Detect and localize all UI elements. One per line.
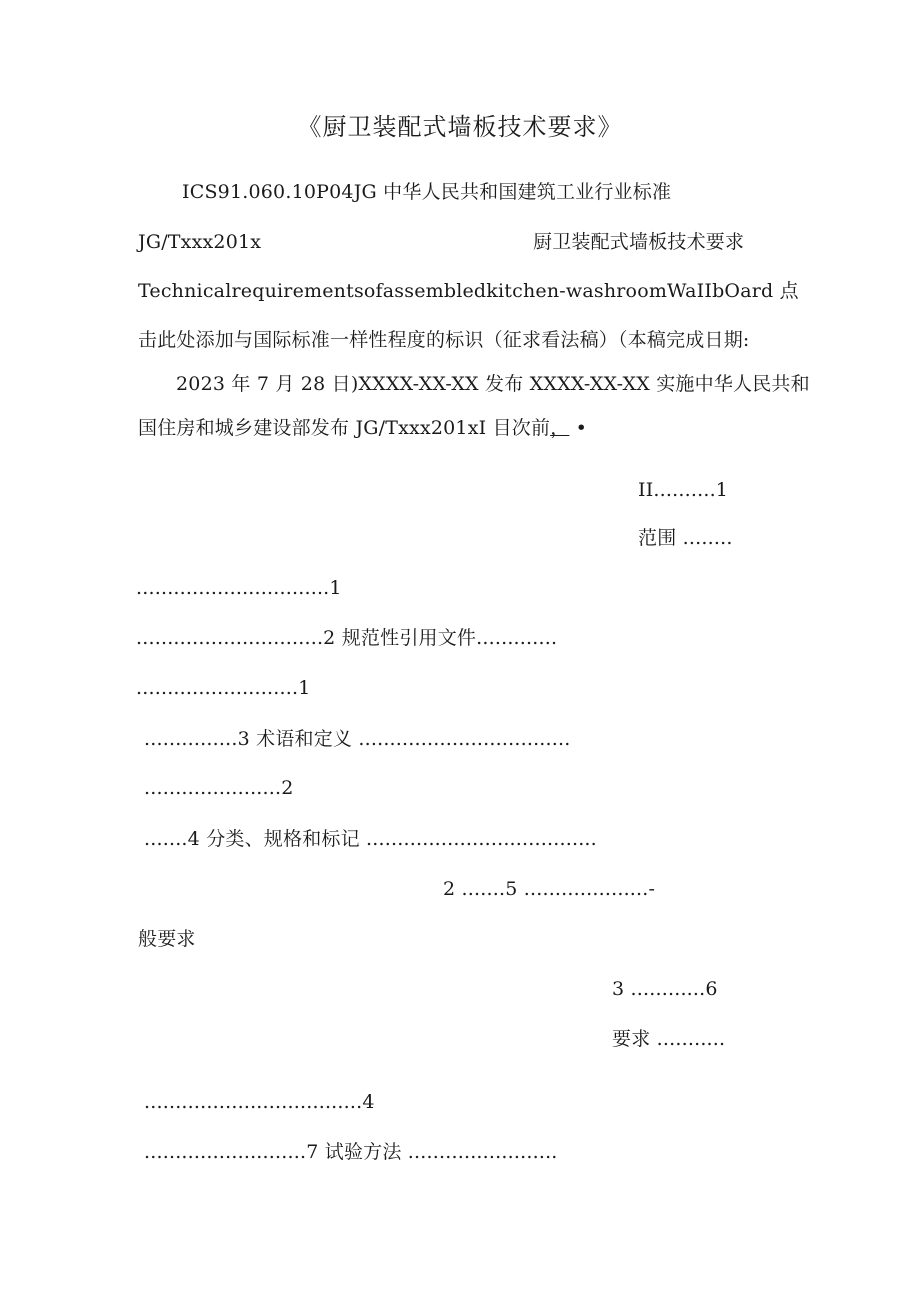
toc-line: 范围 ........ — [638, 527, 733, 549]
toc-line: 3 ............6 — [612, 978, 718, 1000]
toc-line: 要求 ........... — [612, 1028, 726, 1050]
toc-line: II..........1 — [638, 479, 729, 501]
ics-line: ICS91.060.10P04JG 中华人民共和国建筑工业行业标准 — [182, 181, 672, 203]
document-title: 《厨卫装配式墙板技术要求》 — [297, 113, 623, 141]
toc-line: 2 .......5 ....................- — [443, 878, 656, 900]
toc-line: ...............................1 — [136, 577, 342, 599]
publisher-line-text: 国住房和城乡建设部发布 JG/Txxx201xI 目次前 — [138, 417, 551, 439]
standard-code: JG/Txxx201x — [138, 231, 262, 253]
toc-line: ......................2 — [144, 777, 294, 799]
toc-line: ...............3 术语和定义 .................................. — [144, 728, 571, 750]
standard-name: 厨卫装配式墙板技术要求 — [533, 231, 745, 253]
toc-line: ..............................2 规范性引用文件............. — [136, 627, 558, 649]
toc-line: ...................................4 — [144, 1091, 375, 1113]
date-line: 2023 年 7 月 28 日)XXXX-XX-XX 发布 XXXX-XX-XX 实施中华人民共和 — [176, 373, 810, 395]
publisher-line-tail: • — [569, 417, 588, 439]
english-title-line: Technicalrequirementsofassembledkitchen-washroomWaIIbOard 点 — [138, 280, 799, 302]
toc-line: 般要求 — [138, 928, 196, 950]
draft-note-line: 击此处添加与国际标准一样性程度的标识（征求看法稿）（本稿完成日期: — [138, 329, 750, 351]
publisher-line-mark: ， — [550, 417, 570, 439]
publisher-line — [138, 416, 587, 440]
toc-line: ..........................1 — [136, 677, 311, 699]
toc-line: ..........................7 试验方法 ........................ — [144, 1141, 558, 1163]
toc-line: .......4 分类、规格和标记 ..................................... — [144, 828, 597, 850]
